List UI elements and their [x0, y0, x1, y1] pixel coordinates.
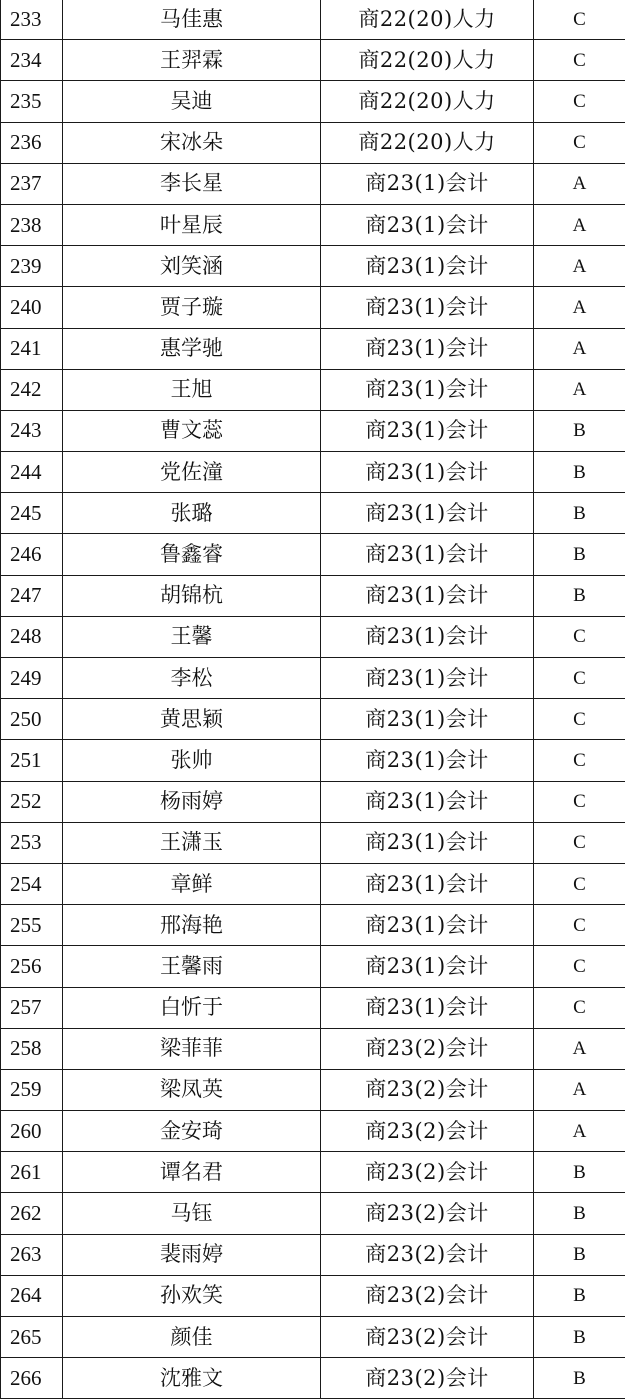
class-name-cell: 商23(1)会计 [321, 287, 534, 328]
row-number-cell: 235 [1, 81, 63, 122]
student-name-cell: 张璐 [63, 493, 321, 534]
grade-cell: A [534, 328, 625, 369]
class-name-cell: 商22(20)人力 [321, 122, 534, 163]
grade-cell: C [534, 740, 625, 781]
class-name-cell: 商23(1)会计 [321, 410, 534, 451]
table-row [1, 863, 625, 904]
student-name-cell: 王馨 [63, 616, 321, 657]
class-name-cell: 商23(2)会计 [321, 1234, 534, 1275]
class-name-cell: 商23(2)会计 [321, 1317, 534, 1358]
grade-cell: C [534, 905, 625, 946]
grade-cell: C [534, 781, 625, 822]
table-row [1, 1275, 625, 1316]
row-number-cell: 254 [1, 863, 63, 904]
table-row [1, 1317, 625, 1358]
row-number-cell: 252 [1, 781, 63, 822]
class-name-cell: 商23(1)会计 [321, 987, 534, 1028]
row-number-cell: 259 [1, 1069, 63, 1110]
table-row [1, 1069, 625, 1110]
table-row [1, 287, 625, 328]
class-name-cell: 商23(1)会计 [321, 905, 534, 946]
row-number-cell: 234 [1, 40, 63, 81]
row-number-cell: 240 [1, 287, 63, 328]
row-number-cell: 241 [1, 328, 63, 369]
row-number-cell: 258 [1, 1028, 63, 1069]
student-name-cell: 党佐潼 [63, 452, 321, 493]
class-name-cell: 商23(1)会计 [321, 452, 534, 493]
class-name-cell: 商23(1)会计 [321, 493, 534, 534]
table-row [1, 328, 625, 369]
grade-cell: C [534, 699, 625, 740]
grade-cell: C [534, 822, 625, 863]
table-row [1, 987, 625, 1028]
class-name-cell: 商23(2)会计 [321, 1152, 534, 1193]
grade-cell: C [534, 40, 625, 81]
class-name-cell: 商23(1)会计 [321, 781, 534, 822]
class-name-cell: 商23(2)会计 [321, 1193, 534, 1234]
class-name-cell: 商23(2)会计 [321, 1111, 534, 1152]
student-name-cell: 王潇玉 [63, 822, 321, 863]
class-name-cell: 商23(1)会计 [321, 616, 534, 657]
row-number-cell: 244 [1, 452, 63, 493]
table-row [1, 822, 625, 863]
grade-cell: C [534, 122, 625, 163]
row-number-cell: 236 [1, 122, 63, 163]
table-row [1, 493, 625, 534]
row-number-cell: 233 [1, 0, 63, 40]
grade-cell: A [534, 1111, 625, 1152]
student-name-cell: 王羿霖 [63, 40, 321, 81]
row-number-cell: 261 [1, 1152, 63, 1193]
grade-cell: B [534, 493, 625, 534]
table-row [1, 946, 625, 987]
table-row [1, 534, 625, 575]
student-name-cell: 颜佳 [63, 1317, 321, 1358]
row-number-cell: 266 [1, 1358, 63, 1399]
class-name-cell: 商23(1)会计 [321, 246, 534, 287]
student-name-cell: 马钰 [63, 1193, 321, 1234]
table-row [1, 0, 625, 40]
table-row [1, 1111, 625, 1152]
student-name-cell: 吴迪 [63, 81, 321, 122]
student-name-cell: 马佳惠 [63, 0, 321, 40]
class-name-cell: 商23(1)会计 [321, 699, 534, 740]
row-number-cell: 237 [1, 163, 63, 204]
row-number-cell: 262 [1, 1193, 63, 1234]
grade-cell: B [534, 410, 625, 451]
grade-cell: C [534, 616, 625, 657]
grade-cell: B [534, 452, 625, 493]
student-name-cell: 沈雅文 [63, 1358, 321, 1399]
row-number-cell: 238 [1, 204, 63, 245]
student-name-cell: 黄思颖 [63, 699, 321, 740]
student-name-cell: 叶星辰 [63, 204, 321, 245]
grade-cell: B [534, 1317, 625, 1358]
class-name-cell: 商23(1)会计 [321, 575, 534, 616]
grade-cell: B [534, 1193, 625, 1234]
grade-cell: A [534, 369, 625, 410]
student-name-cell: 张帅 [63, 740, 321, 781]
class-name-cell: 商23(1)会计 [321, 822, 534, 863]
row-number-cell: 257 [1, 987, 63, 1028]
grade-cell: A [534, 163, 625, 204]
student-name-cell: 谭名君 [63, 1152, 321, 1193]
grade-cell: A [534, 1028, 625, 1069]
class-name-cell: 商23(1)会计 [321, 369, 534, 410]
student-name-cell: 李长星 [63, 163, 321, 204]
student-name-cell: 梁凤英 [63, 1069, 321, 1110]
class-name-cell: 商23(1)会计 [321, 658, 534, 699]
table-row [1, 204, 625, 245]
student-name-cell: 鲁鑫睿 [63, 534, 321, 575]
student-name-cell: 邢海艳 [63, 905, 321, 946]
row-number-cell: 255 [1, 905, 63, 946]
row-number-cell: 265 [1, 1317, 63, 1358]
grade-cell: C [534, 863, 625, 904]
class-name-cell: 商22(20)人力 [321, 81, 534, 122]
row-number-cell: 242 [1, 369, 63, 410]
grade-cell: C [534, 81, 625, 122]
row-number-cell: 264 [1, 1275, 63, 1316]
student-name-cell: 孙欢笑 [63, 1275, 321, 1316]
class-name-cell: 商23(2)会计 [321, 1275, 534, 1316]
student-name-cell: 裴雨婷 [63, 1234, 321, 1275]
grade-cell: C [534, 0, 625, 40]
class-name-cell: 商23(1)会计 [321, 328, 534, 369]
class-name-cell: 商23(1)会计 [321, 740, 534, 781]
table-row [1, 163, 625, 204]
student-name-cell: 梁菲菲 [63, 1028, 321, 1069]
grade-cell: B [534, 1234, 625, 1275]
student-name-cell: 贾子璇 [63, 287, 321, 328]
row-number-cell: 250 [1, 699, 63, 740]
student-name-cell: 惠学驰 [63, 328, 321, 369]
grade-cell: B [534, 1275, 625, 1316]
row-number-cell: 245 [1, 493, 63, 534]
table-row [1, 81, 625, 122]
row-number-cell: 239 [1, 246, 63, 287]
grade-cell: C [534, 987, 625, 1028]
grade-cell: A [534, 1069, 625, 1110]
student-name-cell: 宋冰朵 [63, 122, 321, 163]
row-number-cell: 256 [1, 946, 63, 987]
grade-cell: C [534, 946, 625, 987]
student-name-cell: 曹文蕊 [63, 410, 321, 451]
table-row [1, 740, 625, 781]
class-name-cell: 商23(1)会计 [321, 204, 534, 245]
class-name-cell: 商23(2)会计 [321, 1358, 534, 1399]
row-number-cell: 253 [1, 822, 63, 863]
student-name-cell: 胡锦杭 [63, 575, 321, 616]
table-row [1, 616, 625, 657]
class-name-cell: 商23(1)会计 [321, 946, 534, 987]
table-row [1, 905, 625, 946]
student-name-cell: 白忻于 [63, 987, 321, 1028]
table-row [1, 452, 625, 493]
table-row [1, 1358, 625, 1399]
row-number-cell: 263 [1, 1234, 63, 1275]
student-name-cell: 刘笑涵 [63, 246, 321, 287]
grade-cell: B [534, 575, 625, 616]
table-row [1, 1028, 625, 1069]
student-name-cell: 王旭 [63, 369, 321, 410]
row-number-cell: 251 [1, 740, 63, 781]
student-name-cell: 金安琦 [63, 1111, 321, 1152]
student-name-cell: 杨雨婷 [63, 781, 321, 822]
row-number-cell: 249 [1, 658, 63, 699]
table-row [1, 1193, 625, 1234]
class-name-cell: 商22(20)人力 [321, 40, 534, 81]
grade-cell: B [534, 1358, 625, 1399]
class-name-cell: 商23(2)会计 [321, 1028, 534, 1069]
grade-cell: C [534, 658, 625, 699]
table-row [1, 1152, 625, 1193]
grade-cell: A [534, 246, 625, 287]
table-row [1, 699, 625, 740]
class-name-cell: 商22(20)人力 [321, 0, 534, 40]
student-name-cell: 王馨雨 [63, 946, 321, 987]
table-row [1, 122, 625, 163]
table-row [1, 40, 625, 81]
class-name-cell: 商23(1)会计 [321, 534, 534, 575]
table-row [1, 1234, 625, 1275]
table-row [1, 369, 625, 410]
grade-cell: A [534, 204, 625, 245]
row-number-cell: 246 [1, 534, 63, 575]
table-row [1, 781, 625, 822]
table-row [1, 246, 625, 287]
row-number-cell: 248 [1, 616, 63, 657]
table-body [1, 0, 625, 1399]
table-row [1, 410, 625, 451]
grade-cell: B [534, 534, 625, 575]
row-number-cell: 260 [1, 1111, 63, 1152]
grade-cell: B [534, 1152, 625, 1193]
class-name-cell: 商23(1)会计 [321, 163, 534, 204]
table-row [1, 575, 625, 616]
row-number-cell: 243 [1, 410, 63, 451]
student-name-cell: 李松 [63, 658, 321, 699]
class-name-cell: 商23(2)会计 [321, 1069, 534, 1110]
class-name-cell: 商23(1)会计 [321, 863, 534, 904]
student-name-cell: 章鲜 [63, 863, 321, 904]
grade-cell: A [534, 287, 625, 328]
table-row [1, 658, 625, 699]
row-number-cell: 247 [1, 575, 63, 616]
